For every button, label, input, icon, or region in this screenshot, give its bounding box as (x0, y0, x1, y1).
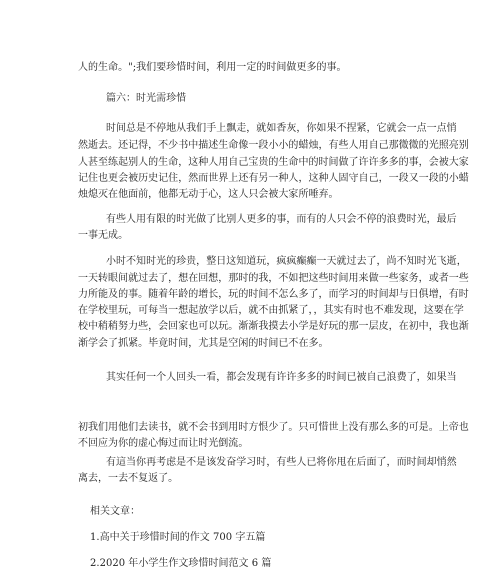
paragraph-1-line-3: 人甚至练起别人的生命，这种人用自己宝贵的生命中的时间做了许许多多的事，会被大家 (78, 157, 469, 168)
paragraph-1-line-4: 记住也更会被历史记住，然而世界上还有另一种人，这种人固守自己，一段又一段的小蜡 (78, 173, 469, 184)
paragraph-2-line-1: 有些人用有限的时光做了比别人更多的事，而有的人只会不停的浪费时光，最后 (106, 214, 457, 225)
paragraph-2-line-2: 一事无成。 (78, 230, 129, 241)
paragraph-3-line-5: 校中稍稍努力些，会回家也可以玩。渐渐我摸去小学是好玩的那一层皮，在初中，我也渐 (78, 321, 469, 332)
related-articles-heading: 相关文章： (90, 506, 141, 517)
paragraph-4-line-3: 不回应为你的虚心悔过而让时光倒流。 (78, 438, 249, 449)
section-heading: 篇六：时光需珍惜 (106, 93, 187, 104)
paragraph-5-line-1: 有這当你再考虑是不是该发奋学习时，有些人已将你甩在后面了，而时间却悄然 (106, 457, 457, 468)
paragraph-1-line-5: 烛熄灭在他面前，他都无动于心，这人只会被大家所唾弃。 (78, 189, 339, 200)
related-article-link-2[interactable]: 2.2020 年小学生作文珍惜时间范文 6 篇 (90, 558, 272, 569)
paragraph-3-line-6: 渐学会了抓紧。毕竟时间，尤其是空闲的时间已不在多。 (78, 338, 329, 349)
paragraph-4-line-2: 初我们用他们去读书，就不会书到用时方恨少了。只可惜世上没有那么多的可是。上帝也 (78, 422, 469, 433)
related-article-link-1[interactable]: 1.高中关于珍惜时间的作文 700 字五篇 (90, 532, 266, 543)
paragraph-4-line-1: 其实任何一个人回头一看，都会发现有许许多多的时间已被自己浪费了，如果当 (106, 372, 457, 383)
paragraph-3-line-2: 一天转眼间就过去了，想在回想，那时的我，不如把这些时间用来做一些家务，或者一些 (78, 273, 469, 284)
intro-line: 人的生命。";我们要珍惜时间，利用一定的时间做更多的事。 (78, 62, 347, 73)
paragraph-1-line-1: 时间总是不停地从我们手上飘走，就如香灰，你如果不捏紧，它就会一点一点悄 (106, 123, 457, 134)
paragraph-3-line-4: 在学校里玩，可每当一想起放学以后，就不由抓紧了，，其实有时也不难发现，这要在学 (78, 305, 464, 316)
paragraph-1-line-2: 然逝去。还记得，不少书中描述生命像一段小小的蜡烛，有些人用自己那微微的光照亮别 (78, 140, 469, 151)
paragraph-3-line-1: 小时不知时光的珍贵，整日这知道玩，疯疯癫癫一天就过去了，尚不知时光飞逝， (106, 256, 467, 267)
paragraph-3-line-3: 力所能及的事。随着年龄的增长，玩的时间不怎么多了，而学习的时间却与日俱增，有时 (78, 289, 469, 300)
paragraph-5-line-2: 离去，一去不复返了。 (78, 473, 179, 484)
